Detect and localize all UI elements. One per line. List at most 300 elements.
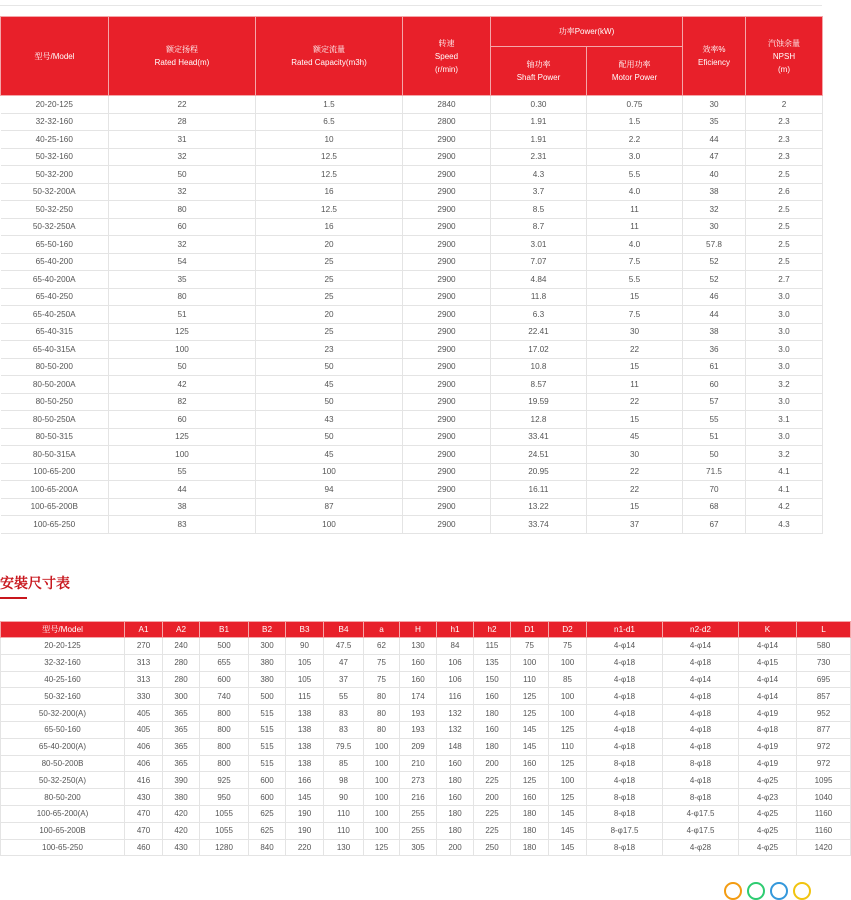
table-cell: 100 xyxy=(364,738,400,755)
table-cell: 145 xyxy=(511,721,549,738)
table-cell: 125 xyxy=(511,772,549,789)
table-cell: 32 xyxy=(109,148,256,166)
table-cell: 380 xyxy=(249,654,286,671)
table-cell: 4-φ18 xyxy=(587,738,663,755)
table-cell: 365 xyxy=(163,705,200,722)
table-cell: 8-φ18 xyxy=(663,755,739,772)
dim-col-header: A2 xyxy=(163,622,200,638)
table-cell: 4-φ15 xyxy=(739,654,797,671)
table-cell: 105 xyxy=(286,671,324,688)
table-cell: 19.59 xyxy=(491,393,587,411)
table-cell: 87 xyxy=(256,498,403,516)
table-cell: 65-40-250 xyxy=(1,288,109,306)
table-cell: 4-φ17.5 xyxy=(663,822,739,839)
table-cell: 2900 xyxy=(403,166,491,184)
share-icon-1[interactable] xyxy=(724,882,742,900)
table-cell: 11.8 xyxy=(491,288,587,306)
table-row xyxy=(1,772,851,789)
table-cell: 33.74 xyxy=(491,516,587,534)
table-cell: 50 xyxy=(256,358,403,376)
dim-col-header: 型号/Model xyxy=(1,622,125,638)
table-row xyxy=(1,131,823,149)
table-cell: 100 xyxy=(364,772,400,789)
dim-col-header: B2 xyxy=(249,622,286,638)
table-cell: 80-50-200A xyxy=(1,376,109,394)
table-cell: 100-65-200B xyxy=(1,498,109,516)
table-cell: 380 xyxy=(249,671,286,688)
table-cell: 4.84 xyxy=(491,271,587,289)
table-cell: 4-φ18 xyxy=(587,654,663,671)
table-cell: 138 xyxy=(286,721,324,738)
table-cell: 8.57 xyxy=(491,376,587,394)
table-cell: 44 xyxy=(109,481,256,499)
table-cell: 132 xyxy=(437,705,474,722)
table-cell: 5.5 xyxy=(587,271,683,289)
table-cell: 5.5 xyxy=(587,166,683,184)
table-cell: 600 xyxy=(200,671,249,688)
table-cell: 22 xyxy=(587,463,683,481)
table-cell: 270 xyxy=(125,638,163,655)
table-row xyxy=(1,516,823,534)
table-cell: 45 xyxy=(256,376,403,394)
table-row xyxy=(1,638,851,655)
table-cell: 116 xyxy=(437,688,474,705)
table-cell: 4.1 xyxy=(746,463,823,481)
table-row xyxy=(1,428,823,446)
table-cell: 200 xyxy=(437,839,474,856)
col-speed-header: 转速 Speed (r/min) xyxy=(403,17,491,96)
table-cell: 20.95 xyxy=(491,463,587,481)
table-cell: 3.0 xyxy=(746,341,823,359)
table-cell: 100 xyxy=(364,789,400,806)
table-cell: 106 xyxy=(437,671,474,688)
table-cell: 4-φ25 xyxy=(739,772,797,789)
table-cell: 365 xyxy=(163,738,200,755)
dim-col-header: a xyxy=(364,622,400,638)
table-cell: 36 xyxy=(683,341,746,359)
table-cell: 2.3 xyxy=(746,148,823,166)
table-cell: 877 xyxy=(797,721,851,738)
table-cell: 2900 xyxy=(403,393,491,411)
table-cell: 145 xyxy=(549,805,587,822)
table-cell: 42 xyxy=(109,376,256,394)
table-cell: 216 xyxy=(400,789,437,806)
table-cell: 600 xyxy=(249,789,286,806)
table-cell: 47 xyxy=(324,654,364,671)
table-cell: 57.8 xyxy=(683,236,746,254)
table-cell: 857 xyxy=(797,688,851,705)
table-cell: 145 xyxy=(511,738,549,755)
table-cell: 2900 xyxy=(403,481,491,499)
table-cell: 4-φ28 xyxy=(663,839,739,856)
table-cell: 32-32-160 xyxy=(1,113,109,131)
table-cell: 255 xyxy=(400,822,437,839)
table-cell: 52 xyxy=(683,253,746,271)
table-cell: 190 xyxy=(286,822,324,839)
table-row xyxy=(1,376,823,394)
table-cell: 4-φ18 xyxy=(587,721,663,738)
table-cell: 8.5 xyxy=(491,201,587,219)
dim-col-header: h2 xyxy=(474,622,511,638)
top-divider xyxy=(0,5,822,6)
table-row xyxy=(1,113,823,131)
table-cell: 390 xyxy=(163,772,200,789)
table-cell: 105 xyxy=(286,654,324,671)
table-cell: 51 xyxy=(109,306,256,324)
table-cell: 68 xyxy=(683,498,746,516)
table-cell: 500 xyxy=(249,688,286,705)
table-cell: 25 xyxy=(256,271,403,289)
table-cell: 2.31 xyxy=(491,148,587,166)
table-cell: 50-32-160 xyxy=(1,148,109,166)
title-underline xyxy=(0,597,27,599)
table-cell: 84 xyxy=(437,638,474,655)
table-row xyxy=(1,839,851,856)
table-cell: 4.1 xyxy=(746,481,823,499)
table-cell: 12.8 xyxy=(491,411,587,429)
table-cell: 2900 xyxy=(403,218,491,236)
table-cell: 65-40-200(A) xyxy=(1,738,125,755)
table-cell: 125 xyxy=(549,721,587,738)
table-cell: 80-50-250A xyxy=(1,411,109,429)
table-cell: 62 xyxy=(364,638,400,655)
table-cell: 200 xyxy=(474,789,511,806)
table-cell: 8-φ17.5 xyxy=(587,822,663,839)
table-cell: 12.5 xyxy=(256,166,403,184)
table-cell: 2900 xyxy=(403,323,491,341)
table-cell: 6.3 xyxy=(491,306,587,324)
table-cell: 2800 xyxy=(403,113,491,131)
dimension-table-wrapper xyxy=(0,621,833,856)
table-cell: 313 xyxy=(125,654,163,671)
table-row xyxy=(1,755,851,772)
table-cell: 33.41 xyxy=(491,428,587,446)
table-cell: 70 xyxy=(683,481,746,499)
table-cell: 8.7 xyxy=(491,218,587,236)
table-cell: 2.5 xyxy=(746,253,823,271)
table-row xyxy=(1,671,851,688)
table-cell: 80-50-315 xyxy=(1,428,109,446)
table-cell: 125 xyxy=(511,688,549,705)
dim-col-header: B3 xyxy=(286,622,324,638)
table-cell: 11 xyxy=(587,218,683,236)
table-cell: 4-φ18 xyxy=(587,671,663,688)
table-cell: 45 xyxy=(256,446,403,464)
table-cell: 2900 xyxy=(403,463,491,481)
dim-col-header: B1 xyxy=(200,622,249,638)
col-shaft-power-header: 轴功率 Shaft Power xyxy=(491,47,587,96)
table-row xyxy=(1,805,851,822)
table-cell: 100 xyxy=(549,654,587,671)
table-cell: 625 xyxy=(249,822,286,839)
table-cell: 0.75 xyxy=(587,96,683,114)
table-cell: 75 xyxy=(511,638,549,655)
table-cell: 60 xyxy=(683,376,746,394)
table-cell: 8-φ18 xyxy=(587,789,663,806)
table-cell: 67 xyxy=(683,516,746,534)
table-cell: 50 xyxy=(109,166,256,184)
table-cell: 55 xyxy=(109,463,256,481)
table-row xyxy=(1,201,823,219)
table-cell: 15 xyxy=(587,411,683,429)
col-rated-head-header: 额定扬程 Rated Head(m) xyxy=(109,17,256,96)
table-cell: 138 xyxy=(286,755,324,772)
table-cell: 180 xyxy=(474,738,511,755)
table-cell: 1095 xyxy=(797,772,851,789)
table-cell: 60 xyxy=(109,218,256,236)
dimension-table-header xyxy=(1,622,851,638)
table-cell: 54 xyxy=(109,253,256,271)
table-cell: 35 xyxy=(683,113,746,131)
table-cell: 80-50-200 xyxy=(1,789,125,806)
table-row xyxy=(1,323,823,341)
table-cell: 2.5 xyxy=(746,236,823,254)
table-cell: 90 xyxy=(286,638,324,655)
table-cell: 65-40-250A xyxy=(1,306,109,324)
table-cell: 32 xyxy=(109,236,256,254)
share-icon-4[interactable] xyxy=(793,882,811,900)
table-cell: 730 xyxy=(797,654,851,671)
table-cell: 4-φ25 xyxy=(739,822,797,839)
table-cell: 625 xyxy=(249,805,286,822)
table-cell: 160 xyxy=(437,789,474,806)
table-cell: 145 xyxy=(549,839,587,856)
table-cell: 98 xyxy=(324,772,364,789)
table-cell: 16 xyxy=(256,183,403,201)
table-cell: 405 xyxy=(125,705,163,722)
table-cell: 4-φ17.5 xyxy=(663,805,739,822)
table-cell: 4-φ18 xyxy=(739,721,797,738)
table-cell: 83 xyxy=(324,705,364,722)
table-cell: 4.3 xyxy=(746,516,823,534)
dim-col-header: K xyxy=(739,622,797,638)
table-cell: 44 xyxy=(683,131,746,149)
table-cell: 75 xyxy=(364,671,400,688)
table-cell: 47 xyxy=(683,148,746,166)
table-cell: 110 xyxy=(511,671,549,688)
share-icon-2[interactable] xyxy=(747,882,765,900)
table-cell: 2.2 xyxy=(587,131,683,149)
table-cell: 190 xyxy=(286,805,324,822)
table-cell: 110 xyxy=(324,805,364,822)
table-cell: 3.0 xyxy=(746,358,823,376)
table-cell: 313 xyxy=(125,671,163,688)
table-cell: 37 xyxy=(587,516,683,534)
dim-col-header: H xyxy=(400,622,437,638)
table-cell: 4-φ19 xyxy=(739,738,797,755)
table-cell: 972 xyxy=(797,755,851,772)
table-cell: 7.07 xyxy=(491,253,587,271)
table-cell: 7.5 xyxy=(587,306,683,324)
table-row xyxy=(1,721,851,738)
table-cell: 23 xyxy=(256,341,403,359)
table-cell: 2.3 xyxy=(746,131,823,149)
table-cell: 138 xyxy=(286,738,324,755)
table-row xyxy=(1,218,823,236)
table-cell: 65-50-160 xyxy=(1,236,109,254)
table-cell: 132 xyxy=(437,721,474,738)
table-cell: 100 xyxy=(549,688,587,705)
table-cell: 3.0 xyxy=(587,148,683,166)
table-cell: 240 xyxy=(163,638,200,655)
table-cell: 80-50-315A xyxy=(1,446,109,464)
table-cell: 460 xyxy=(125,839,163,856)
table-cell: 57 xyxy=(683,393,746,411)
table-row xyxy=(1,498,823,516)
table-cell: 300 xyxy=(163,688,200,705)
table-cell: 160 xyxy=(474,721,511,738)
table-cell: 80 xyxy=(109,201,256,219)
table-cell: 50 xyxy=(109,358,256,376)
table-cell: 950 xyxy=(200,789,249,806)
table-cell: 15 xyxy=(587,358,683,376)
table-row xyxy=(1,236,823,254)
table-cell: 800 xyxy=(200,738,249,755)
table-cell: 100-65-250 xyxy=(1,516,109,534)
col-npsh-header: 汽蚀余量 NPSH (m) xyxy=(746,17,823,96)
table-cell: 30 xyxy=(683,218,746,236)
table-cell: 160 xyxy=(437,755,474,772)
table-cell: 2900 xyxy=(403,498,491,516)
table-cell: 470 xyxy=(125,805,163,822)
table-cell: 210 xyxy=(400,755,437,772)
table-cell: 4-φ18 xyxy=(663,705,739,722)
table-cell: 3.0 xyxy=(746,428,823,446)
table-cell: 20 xyxy=(256,236,403,254)
table-cell: 125 xyxy=(109,323,256,341)
table-cell: 4-φ18 xyxy=(663,654,739,671)
table-row xyxy=(1,654,851,671)
table-cell: 75 xyxy=(549,638,587,655)
table-cell: 115 xyxy=(286,688,324,705)
table-cell: 1040 xyxy=(797,789,851,806)
table-cell: 2900 xyxy=(403,201,491,219)
table-cell: 580 xyxy=(797,638,851,655)
table-cell: 209 xyxy=(400,738,437,755)
table-cell: 10.8 xyxy=(491,358,587,376)
table-cell: 4-φ18 xyxy=(663,772,739,789)
table-cell: 4.0 xyxy=(587,236,683,254)
table-cell: 16 xyxy=(256,218,403,236)
table-cell: 32 xyxy=(109,183,256,201)
table-cell: 160 xyxy=(474,688,511,705)
table-cell: 2900 xyxy=(403,236,491,254)
table-cell: 125 xyxy=(511,705,549,722)
table-cell: 180 xyxy=(437,805,474,822)
table-cell: 52 xyxy=(683,271,746,289)
table-cell: 4-φ23 xyxy=(739,789,797,806)
table-cell: 2900 xyxy=(403,306,491,324)
table-cell: 8-φ18 xyxy=(663,789,739,806)
table-cell: 12.5 xyxy=(256,148,403,166)
col-power-group-header: 功率Power(kW) xyxy=(491,17,683,47)
table-cell: 4-φ18 xyxy=(587,772,663,789)
dim-col-header: h1 xyxy=(437,622,474,638)
table-cell: 51 xyxy=(683,428,746,446)
table-cell: 4-φ14 xyxy=(739,638,797,655)
table-cell: 80-50-200B xyxy=(1,755,125,772)
table-cell: 75 xyxy=(364,654,400,671)
dim-col-header: B4 xyxy=(324,622,364,638)
table-cell: 148 xyxy=(437,738,474,755)
share-icon-3[interactable] xyxy=(770,882,788,900)
table-cell: 83 xyxy=(324,721,364,738)
table-cell: 4-φ25 xyxy=(739,805,797,822)
table-cell: 515 xyxy=(249,721,286,738)
table-cell: 22 xyxy=(587,341,683,359)
table-cell: 40-25-160 xyxy=(1,131,109,149)
table-cell: 50-32-200 xyxy=(1,166,109,184)
table-row xyxy=(1,358,823,376)
table-cell: 4.0 xyxy=(587,183,683,201)
table-cell: 100 xyxy=(256,463,403,481)
table-cell: 1280 xyxy=(200,839,249,856)
table-cell: 17.02 xyxy=(491,341,587,359)
table-cell: 250 xyxy=(474,839,511,856)
table-cell: 44 xyxy=(683,306,746,324)
table-cell: 55 xyxy=(324,688,364,705)
table-cell: 71.5 xyxy=(683,463,746,481)
table-cell: 25 xyxy=(256,323,403,341)
table-cell: 100-65-200(A) xyxy=(1,805,125,822)
table-cell: 1.91 xyxy=(491,131,587,149)
table-cell: 470 xyxy=(125,822,163,839)
table-cell: 100 xyxy=(109,341,256,359)
table-cell: 180 xyxy=(511,839,549,856)
table-cell: 130 xyxy=(400,638,437,655)
table-cell: 3.0 xyxy=(746,393,823,411)
table-cell: 2840 xyxy=(403,96,491,114)
table-cell: 220 xyxy=(286,839,324,856)
table-cell: 15 xyxy=(587,288,683,306)
table-row xyxy=(1,822,851,839)
table-cell: 3.2 xyxy=(746,446,823,464)
table-cell: 25 xyxy=(256,253,403,271)
table-cell: 8-φ18 xyxy=(587,805,663,822)
table-cell: 193 xyxy=(400,721,437,738)
table-cell: 125 xyxy=(549,755,587,772)
table-cell: 37 xyxy=(324,671,364,688)
table-cell: 2900 xyxy=(403,183,491,201)
table-cell: 145 xyxy=(549,822,587,839)
table-cell: 30 xyxy=(587,446,683,464)
table-row xyxy=(1,288,823,306)
table-cell: 2900 xyxy=(403,148,491,166)
table-cell: 145 xyxy=(286,789,324,806)
table-cell: 22 xyxy=(587,393,683,411)
table-cell: 1160 xyxy=(797,822,851,839)
table-cell: 160 xyxy=(400,654,437,671)
table-cell: 110 xyxy=(549,738,587,755)
table-cell: 25 xyxy=(256,288,403,306)
table-cell: 50 xyxy=(683,446,746,464)
table-cell: 3.0 xyxy=(746,288,823,306)
table-cell: 420 xyxy=(163,822,200,839)
table-cell: 4-φ18 xyxy=(587,688,663,705)
table-cell: 515 xyxy=(249,755,286,772)
table-cell: 365 xyxy=(163,721,200,738)
table-cell: 138 xyxy=(286,705,324,722)
table-row xyxy=(1,738,851,755)
table-cell: 3.7 xyxy=(491,183,587,201)
table-cell: 180 xyxy=(437,772,474,789)
table-cell: 106 xyxy=(437,654,474,671)
table-cell: 100 xyxy=(549,705,587,722)
table-cell: 125 xyxy=(109,428,256,446)
table-row xyxy=(1,411,823,429)
table-cell: 430 xyxy=(125,789,163,806)
table-cell: 32-32-160 xyxy=(1,654,125,671)
